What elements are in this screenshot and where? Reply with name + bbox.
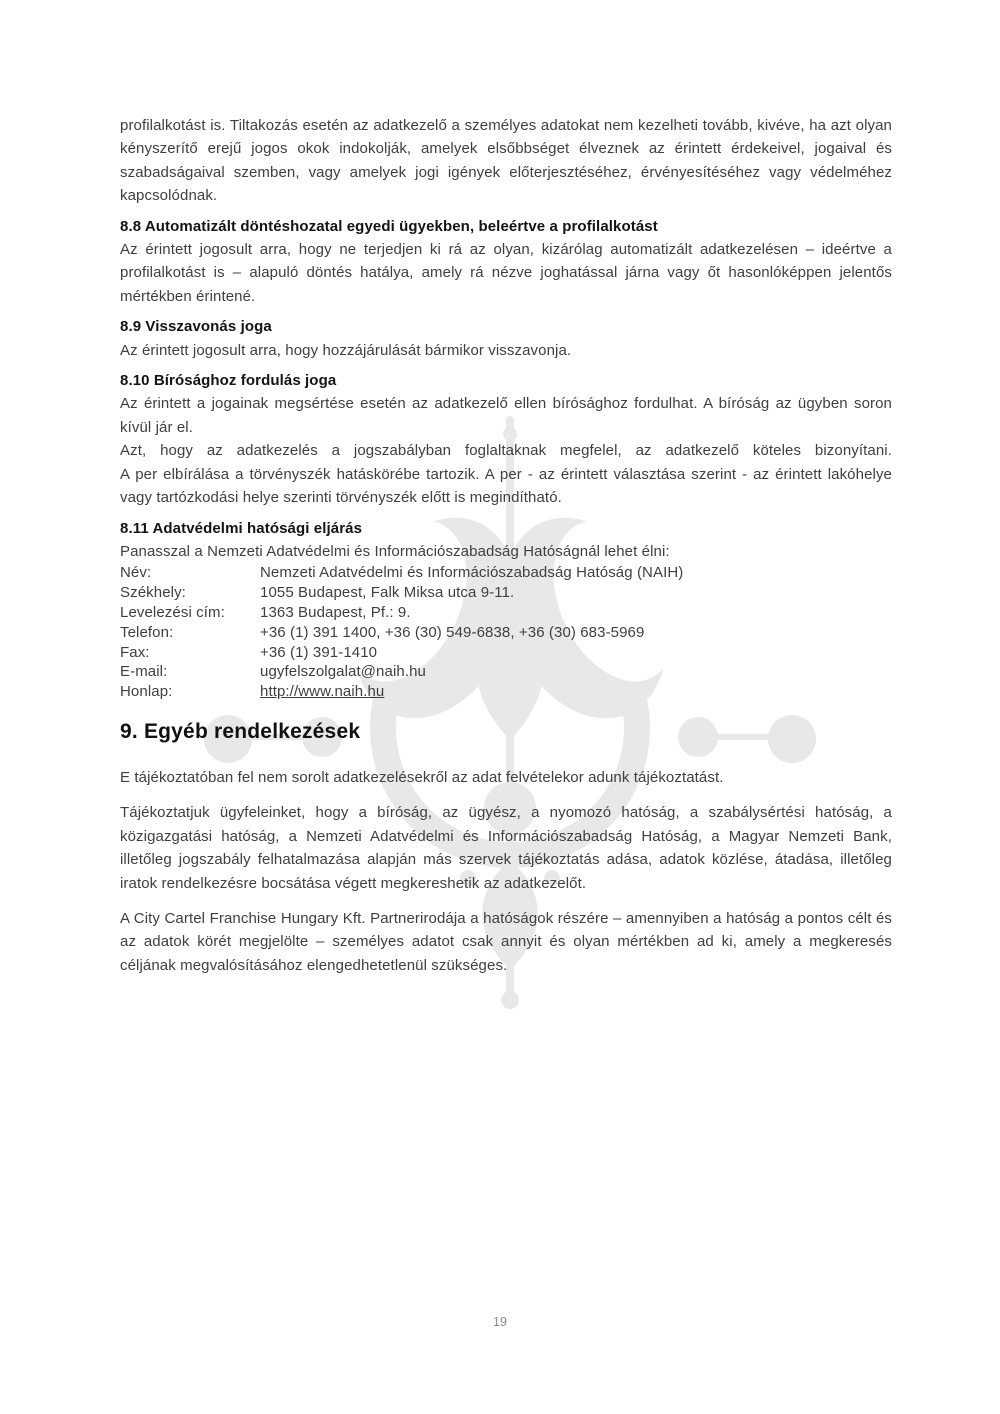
section-8-10-paragraph-3: A per elbírálása a törvényszék hatáskörébe tartozik. A per - az érintett választása szerint - az érintett lakóhelye vagy tartózkodási helye szerinti törvényszék előtt is megindítható. (120, 465, 892, 507)
page-number: 19 (493, 1315, 507, 1329)
contact-row (120, 563, 892, 583)
contact-value: +36 (1) 391 1400, +36 (30) 549-6838, +36 (30) 683-5969 (260, 623, 645, 641)
contact-email-value: ugyfelszolgalat@naih.hu (260, 663, 426, 681)
contact-row (120, 583, 892, 603)
contact-label: Honlap: (120, 683, 173, 701)
contact-value: 1363 Budapest, Pf.: 9. (260, 603, 411, 621)
contact-row (120, 682, 892, 702)
section-heading-8-11: 8.11 Adatvédelmi hatósági eljárás (120, 519, 363, 537)
contact-label: Levelezési cím: (120, 603, 225, 621)
contact-value: Nemzeti Adatvédelmi és Információszabadság Hatóság (NAIH) (260, 564, 684, 582)
section-heading-8-10: 8.10 Bírósághoz fordulás joga (120, 372, 337, 390)
paragraph-continuation: profilalkotást is. Tiltakozás esetén az adatkezelő a személyes adatokat nem kezelheti tovább, kivéve, ha azt olyan kényszerítő erejű jogos okok indokolják, amelyek elsőbbséget élveznek az érintett érdekeivel, jogaival és szabadságaival szemben, vagy amelyek jogi igények előterjesztéséhez, érvényesítéséhez vagy védelméhez kapcsolódnak. (120, 117, 892, 205)
naih-website-link[interactable]: http://www.naih.hu (260, 683, 385, 701)
section-9-paragraph-1: E tájékoztatóban fel nem sorolt adatkezelésekről az adat felvételekor adunk tájékoztatást. (120, 768, 724, 786)
section-8-9-paragraph: Az érintett jogosult arra, hogy hozzájárulását bármikor visszavonja. (120, 341, 572, 359)
section-8-11-intro: Panasszal a Nemzeti Adatvédelmi és Információszabadság Hatóságnál lehet élni: (120, 542, 670, 560)
contact-value: 1055 Budapest, Falk Miksa utca 9-11. (260, 584, 515, 602)
contact-label: Név: (120, 564, 152, 582)
section-heading-9: 9. Egyéb rendelkezések (120, 719, 361, 743)
contact-row (120, 643, 892, 663)
contact-label: Székhely: (120, 584, 186, 602)
section-heading-8-8: 8.8 Automatizált döntéshozatal egyedi ügyekben, beleértve a profilalkotást (120, 217, 658, 235)
contact-label: Telefon: (120, 623, 174, 641)
contact-label: E-mail: (120, 663, 168, 681)
section-heading-8-9: 8.9 Visszavonás joga (120, 318, 272, 336)
authority-contact-list (120, 563, 892, 702)
contact-row (120, 603, 892, 623)
contact-row (120, 623, 892, 643)
contact-value: +36 (1) 391-1410 (260, 643, 378, 661)
section-8-10-paragraph-1: Az érintett a jogainak megsértése esetén az adatkezelő ellen bírósághoz fordulhat. A bíróság az ügyben soron kívül jár el. (120, 395, 892, 436)
contact-label: Fax: (120, 643, 150, 661)
document-body (120, 114, 892, 984)
contact-website-value (260, 682, 892, 702)
section-8-8-paragraph: Az érintett jogosult arra, hogy ne terjedjen ki rá az olyan, kizárólag automatizált adatkezelésen – ideértve a profilalkotást is – alapuló döntés hatálya, amely rá nézve joghatással járna vagy őt hasonlóképpen jelentős mértékben érintené. (120, 241, 892, 305)
section-8-10-paragraph-2: Azt, hogy az adatkezelés a jogszabályban foglaltaknak megfelel, az adatkezelő köteles bizonyítani. (120, 442, 892, 460)
section-9-paragraph-3: A City Cartel Franchise Hungary Kft. Partnerirodája a hatóságok részére – amennyiben a hatóság a pontos célt és az adatok körét megjelölte – személyes adatot csak annyit és olyan mértékben ad ki, amely a megkeresés céljának megvalósításához elengedhetetlenül szükséges. (120, 909, 892, 974)
contact-row (120, 662, 892, 682)
section-9-paragraph-2: Tájékoztatjuk ügyfeleinket, hogy a bíróság, az ügyész, a nyomozó hatóság, a szabálysértési hatóság, a közigazgatási hatóság, a Nemzeti Adatvédelmi és Információszabadság Hatóság, a Magyar Nemzeti Bank, illetőleg jogszabály felhatalmazása alapján más szervek tájékoztatás adása, adatok közlése, átadása, illetőleg iratok rendelkezésre bocsátása végett megkereshetik az adatkezelőt. (120, 804, 892, 892)
